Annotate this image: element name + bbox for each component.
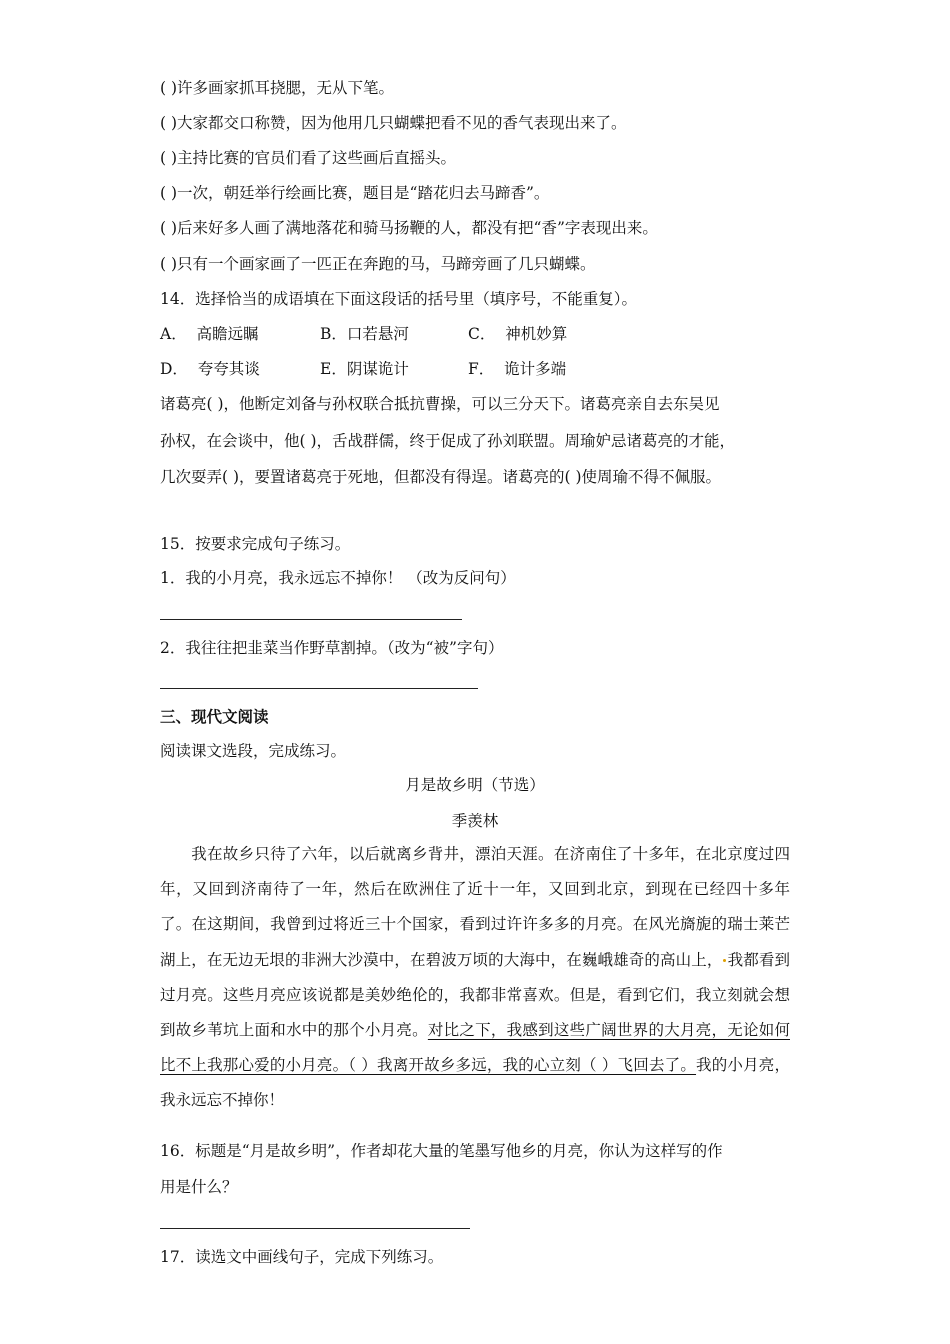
order-item: ( )大家都交口称赞，因为他用几只蝴蝶把看不见的香气表现出来了。 bbox=[160, 114, 627, 132]
passage-author: 季羡林 bbox=[451, 812, 499, 830]
order-item: ( )一次，朝廷举行绘画比赛，题目是“踏花归去马蹄香”。 bbox=[160, 184, 550, 202]
option-f: F． 诡计多端 bbox=[468, 360, 567, 378]
order-item: ( )许多画家抓耳挠腮，无从下笔。 bbox=[160, 79, 395, 97]
q15-item-2: 2．我往往把韭菜当作野草割掉。（改为“被”字句） bbox=[160, 639, 504, 657]
option-e: E．阴谋诡计 bbox=[320, 360, 409, 378]
answer-line[interactable] bbox=[160, 688, 478, 689]
option-a: A． 高瞻远瞩 bbox=[160, 325, 259, 343]
q14-passage-line: 孙权，在会谈中，他( )，舌战群儒，终于促成了孙刘联盟。周瑜妒忌诸葛亮的才能， bbox=[160, 432, 736, 450]
order-item: ( )主持比赛的官员们看了这些画后直摇头。 bbox=[160, 149, 457, 167]
passage-body: 我在故乡只待了六年，以后就离乡背井，漂泊天涯。在济南住了十多年，在北京度过四年，又回到济南待了一年，然后在欧洲住了近十一年，又回到北京，到现在已经四十多年了。在这期间，我曾到过将近三十个国家，看到过许许多多的月亮。在风光旖旎的瑞士莱芒湖上，在无边无垠的非洲大沙漠中，在碧波万顷的大海中，在巍峨雄奇的高山上， 我都看到过月亮。这些月亮应该说都是美妙绝伦的，我都非常喜欢。但是，看到它们，我立刻就会想到故乡苇坑上面和水中的那个小月亮。对比之下，我感到这些广阔世界的大月亮，无论如何比不上我那心爱的小月亮。（ ）我离开故乡多远，我的心立刻（ ）飞回去了。我的小月亮，我永远忘不掉你！ bbox=[160, 845, 790, 1110]
q15-prompt: 15．按要求完成句子练习。 bbox=[160, 535, 351, 553]
order-item: ( )只有一个画家画了一匹正在奔跑的马，马蹄旁画了几只蝴蝶。 bbox=[160, 255, 596, 273]
section-heading: 三、现代文阅读 bbox=[160, 707, 269, 726]
q14-passage-line: 诸葛亮( )，他断定刘备与孙权联合抵抗曹操，可以三分天下。诸葛亮亲自去东吴见 bbox=[160, 395, 720, 413]
order-item: ( )后来好多人画了满地落花和骑马扬鞭的人，都没有把“香”字表现出来。 bbox=[160, 219, 658, 237]
option-d: D． 夸夸其谈 bbox=[160, 360, 260, 378]
section-instruction: 阅读课文选段，完成练习。 bbox=[160, 742, 347, 760]
answer-line[interactable] bbox=[160, 1228, 470, 1229]
q16-prompt-line: 用是什么？ bbox=[160, 1178, 238, 1196]
option-c: C． 神机妙算 bbox=[468, 325, 568, 343]
q16-prompt-line: 16．标题是“月是故乡明”，作者却花大量的笔墨写他乡的月亮，你认为这样写的作 bbox=[160, 1142, 723, 1160]
q14-prompt: 14．选择恰当的成语填在下面这段话的括号里（填序号，不能重复）。 bbox=[160, 290, 637, 308]
answer-line[interactable] bbox=[160, 619, 462, 620]
q17-prompt: 17．读选文中画线句子，完成下列练习。 bbox=[160, 1248, 444, 1266]
option-b: B．口若悬河 bbox=[320, 325, 409, 343]
q14-passage-line: 几次耍弄( )，要置诸葛亮于死地，但都没有得逞。诸葛亮的( )使周瑜不得不佩服。 bbox=[160, 468, 722, 486]
q15-item-1: 1．我的小月亮，我永远忘不掉你！ （改为反问句） bbox=[160, 569, 516, 587]
underlined-sentence: 对比之下，我感到这些广阔世界的大月亮，无论如何比不上我那心爱的小月亮。（ ）我离开故乡多远，我的心立刻（ ）飞回去了。 bbox=[160, 1021, 790, 1075]
passage-title: 月是故乡明（节选） bbox=[405, 776, 545, 794]
